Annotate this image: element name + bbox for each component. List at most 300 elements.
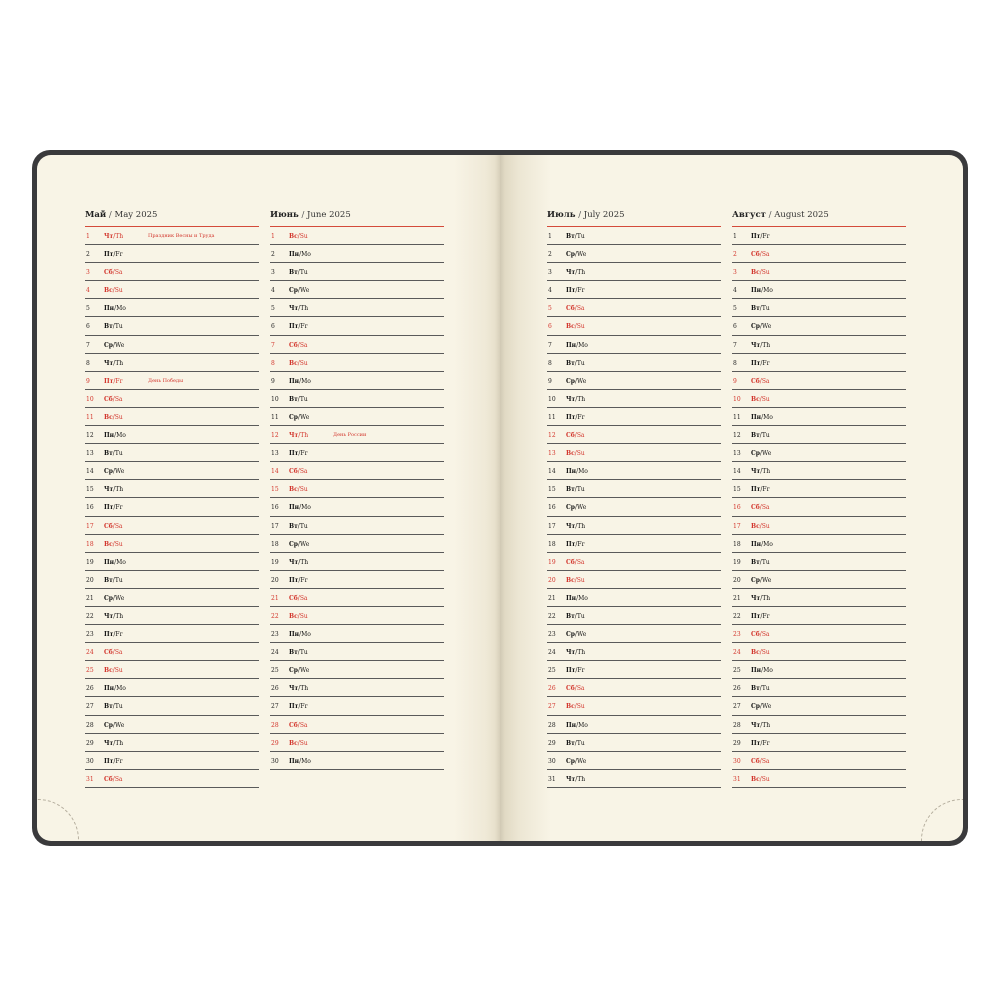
weekday-label	[566, 251, 586, 258]
day-number: 30	[271, 757, 279, 765]
planner-spread	[32, 150, 968, 846]
weekday-ru: Чт	[566, 522, 576, 530]
weekday-ru: Вс	[751, 395, 760, 403]
weekday-ru: Вс	[566, 703, 575, 711]
weekday-separator: /	[298, 323, 301, 331]
weekday-en: Fr	[300, 576, 308, 584]
weekday-label	[104, 758, 122, 765]
weekday-ru: Вт	[566, 739, 575, 747]
day-number: 15	[548, 486, 556, 494]
weekday-label	[289, 233, 308, 240]
month-header	[85, 210, 259, 227]
day-number: 1	[86, 233, 90, 240]
weekday-ru: Ср	[289, 540, 298, 548]
weekday-separator: /	[574, 558, 577, 566]
weekday-en: Tu	[761, 558, 770, 566]
day-row	[270, 390, 444, 408]
weekday-ru: Вс	[289, 612, 298, 620]
day-number: 5	[271, 305, 275, 313]
weekday-en: Tu	[299, 395, 308, 403]
day-list	[732, 227, 906, 788]
weekday-separator: /	[759, 522, 762, 530]
day-list	[270, 227, 444, 770]
weekday-en: We	[300, 287, 310, 295]
weekday-separator: /	[112, 341, 116, 349]
day-row	[270, 462, 444, 480]
day-number: 31	[548, 775, 556, 783]
weekday-separator: /	[574, 323, 577, 331]
weekday-label	[751, 432, 770, 439]
weekday-separator: /	[760, 468, 763, 476]
weekday-label	[104, 631, 122, 638]
day-number: 31	[733, 775, 741, 783]
day-row	[85, 716, 259, 734]
weekday-label	[566, 414, 584, 421]
weekday-separator: /	[759, 685, 762, 693]
weekday-label	[751, 251, 770, 258]
day-row	[270, 643, 444, 661]
day-row	[270, 625, 444, 643]
weekday-label	[566, 468, 588, 475]
day-number: 4	[733, 287, 737, 295]
day-number: 27	[271, 703, 279, 711]
day-number: 19	[548, 558, 556, 566]
weekday-ru: Пт	[751, 612, 761, 620]
day-number: 1	[733, 233, 737, 240]
weekday-label	[104, 486, 123, 493]
weekday-en: Tu	[576, 612, 585, 620]
weekday-separator: /	[113, 612, 116, 620]
weekday-label	[289, 378, 311, 385]
day-row	[732, 535, 906, 553]
weekday-label	[751, 323, 771, 330]
weekday-ru: Пн	[104, 558, 115, 566]
weekday-en: Su	[299, 612, 308, 620]
weekday-ru: Чт	[566, 775, 576, 783]
weekday-separator: /	[759, 775, 762, 783]
month-column-may	[85, 210, 259, 788]
weekday-label	[104, 541, 123, 548]
day-row	[732, 517, 906, 535]
weekday-separator: /	[574, 486, 577, 494]
day-number: 8	[86, 359, 90, 367]
weekday-ru: Ср	[289, 413, 298, 421]
weekday-ru: Вт	[104, 703, 113, 711]
day-row	[732, 336, 906, 354]
day-number: 12	[733, 432, 741, 440]
day-row	[270, 299, 444, 317]
day-number: 6	[548, 323, 552, 331]
weekday-label	[751, 649, 770, 656]
weekday-separator: /	[297, 667, 301, 675]
day-number: 22	[271, 612, 279, 620]
weekday-separator: /	[761, 413, 764, 421]
day-row	[547, 245, 721, 263]
day-row	[547, 517, 721, 535]
day-number: 20	[733, 576, 741, 584]
day-number: 16	[271, 504, 279, 512]
day-row	[732, 553, 906, 571]
weekday-ru: Пн	[289, 631, 300, 639]
day-number: 19	[86, 558, 94, 566]
weekday-label	[104, 703, 123, 710]
weekday-en: Mo	[763, 287, 773, 295]
weekday-separator: /	[297, 486, 300, 494]
weekday-en: Th	[762, 341, 771, 349]
day-number: 20	[548, 576, 556, 584]
weekday-ru: Вс	[104, 287, 113, 295]
weekday-label	[289, 613, 308, 620]
day-row	[270, 426, 444, 444]
weekday-label	[289, 323, 307, 330]
weekday-label	[566, 432, 585, 439]
weekday-label	[751, 740, 769, 747]
day-number: 26	[271, 685, 279, 693]
weekday-separator: /	[576, 341, 579, 349]
weekday-separator: /	[113, 739, 116, 747]
month-header	[732, 210, 906, 227]
day-row	[547, 281, 721, 299]
weekday-separator: /	[112, 721, 116, 729]
weekday-en: Sa	[761, 631, 770, 639]
weekday-separator: /	[574, 305, 577, 313]
weekday-label	[751, 486, 769, 493]
weekday-separator: /	[297, 649, 300, 657]
weekday-label	[751, 342, 770, 349]
day-number: 13	[86, 450, 94, 458]
day-number: 21	[86, 594, 94, 602]
day-list	[547, 227, 721, 788]
weekday-separator: /	[298, 558, 301, 566]
month-name-ru: Июль	[547, 210, 576, 220]
weekday-ru: Вт	[751, 685, 760, 693]
day-number: 26	[733, 685, 741, 693]
weekday-en: Su	[576, 576, 585, 584]
day-number: 27	[548, 703, 556, 711]
weekday-separator: /	[576, 721, 579, 729]
weekday-label	[289, 631, 311, 638]
weekday-separator: /	[297, 359, 300, 367]
day-row	[547, 498, 721, 516]
day-row	[547, 462, 721, 480]
weekday-label	[751, 703, 771, 710]
day-row	[547, 625, 721, 643]
day-row	[270, 589, 444, 607]
day-number: 14	[548, 468, 556, 476]
day-number: 7	[86, 341, 90, 349]
weekday-separator: /	[112, 649, 115, 657]
day-row	[732, 661, 906, 679]
weekday-label	[104, 414, 123, 421]
weekday-en: Th	[577, 269, 586, 277]
weekday-en: Fr	[115, 631, 123, 639]
weekday-separator: /	[574, 359, 577, 367]
weekday-en: Fr	[300, 323, 308, 331]
weekday-ru: Вт	[289, 395, 298, 403]
day-row	[732, 498, 906, 516]
weekday-label	[104, 577, 123, 584]
day-row	[270, 408, 444, 426]
day-number: 2	[733, 251, 737, 259]
day-row	[270, 553, 444, 571]
weekday-label	[566, 486, 585, 493]
weekday-ru: Пт	[751, 739, 761, 747]
weekday-separator: /	[575, 649, 578, 657]
weekday-en: We	[300, 667, 310, 675]
weekday-label	[289, 595, 308, 602]
day-number: 30	[86, 757, 94, 765]
day-row	[547, 589, 721, 607]
weekday-separator: /	[759, 251, 762, 259]
weekday-ru: Ср	[566, 504, 575, 512]
weekday-ru: Сб	[289, 594, 298, 602]
weekday-en: Su	[761, 775, 770, 783]
weekday-en: We	[577, 757, 587, 765]
weekday-ru: Сб	[566, 685, 575, 693]
weekday-separator: /	[760, 721, 763, 729]
weekday-separator: /	[574, 757, 578, 765]
weekday-ru: Пт	[104, 504, 114, 512]
weekday-label	[104, 360, 123, 367]
weekday-en: Th	[115, 612, 124, 620]
month-separator: /	[106, 210, 115, 220]
weekday-en: Fr	[300, 703, 308, 711]
day-number: 17	[733, 522, 741, 530]
day-row	[270, 444, 444, 462]
weekday-en: Th	[115, 359, 124, 367]
weekday-label	[289, 305, 308, 312]
weekday-en: We	[115, 594, 125, 602]
weekday-separator: /	[112, 703, 115, 711]
day-number: 1	[271, 233, 275, 240]
day-row	[732, 317, 906, 335]
day-number: 26	[548, 685, 556, 693]
day-row	[270, 227, 444, 245]
day-row	[270, 263, 444, 281]
weekday-label	[566, 360, 585, 367]
day-row	[270, 752, 444, 770]
day-row	[270, 571, 444, 589]
weekday-label	[289, 703, 307, 710]
weekday-label	[104, 396, 123, 403]
weekday-label	[289, 396, 308, 403]
month-name-en: May 2025	[114, 210, 158, 220]
weekday-label	[566, 233, 585, 240]
weekday-ru: Чт	[104, 233, 114, 240]
day-number: 17	[271, 522, 279, 530]
day-row	[732, 390, 906, 408]
day-row	[547, 770, 721, 788]
weekday-ru: Сб	[104, 395, 113, 403]
weekday-ru: Ср	[751, 703, 760, 711]
day-number: 4	[271, 287, 275, 295]
day-number: 18	[86, 540, 94, 548]
weekday-separator: /	[759, 305, 762, 313]
day-number: 20	[271, 576, 279, 584]
weekday-label	[751, 595, 770, 602]
weekday-ru: Чт	[289, 432, 299, 440]
weekday-en: Fr	[762, 612, 770, 620]
day-row	[732, 770, 906, 788]
weekday-label	[566, 504, 586, 511]
weekday-separator: /	[297, 468, 300, 476]
weekday-label	[566, 523, 585, 530]
weekday-ru: Пт	[566, 287, 576, 295]
weekday-separator: /	[112, 594, 116, 602]
weekday-separator: /	[299, 757, 302, 765]
day-row	[547, 426, 721, 444]
weekday-en: We	[762, 323, 772, 331]
day-number: 27	[86, 703, 94, 711]
day-row	[270, 354, 444, 372]
weekday-en: Sa	[761, 504, 770, 512]
day-row	[85, 444, 259, 462]
weekday-ru: Пн	[566, 594, 577, 602]
weekday-separator: /	[759, 395, 762, 403]
weekday-separator: /	[574, 631, 578, 639]
weekday-ru: Ср	[566, 251, 575, 259]
weekday-ru: Вс	[104, 540, 113, 548]
weekday-separator: /	[112, 269, 115, 277]
weekday-label	[751, 613, 769, 620]
weekday-en: Su	[299, 233, 308, 240]
weekday-en: Mo	[116, 432, 126, 440]
day-number: 7	[548, 341, 552, 349]
weekday-en: Th	[577, 649, 586, 657]
weekday-label	[289, 342, 308, 349]
day-row	[732, 697, 906, 715]
weekday-ru: Вс	[566, 450, 575, 458]
weekday-en: Fr	[762, 486, 770, 494]
weekday-label	[104, 595, 124, 602]
weekday-separator: /	[576, 594, 579, 602]
weekday-label	[289, 722, 308, 729]
weekday-ru: Вс	[104, 667, 113, 675]
weekday-en: Tu	[114, 323, 123, 331]
weekday-separator: /	[299, 504, 302, 512]
day-number: 29	[86, 739, 94, 747]
day-row	[547, 679, 721, 697]
corner-pocket-right	[921, 799, 963, 841]
weekday-en: Sa	[114, 522, 123, 530]
weekday-en: Fr	[577, 413, 585, 421]
weekday-separator: /	[112, 413, 115, 421]
weekday-en: Fr	[115, 251, 123, 259]
weekday-en: Sa	[114, 269, 123, 277]
day-number: 5	[86, 305, 90, 313]
day-number: 11	[733, 413, 741, 421]
day-number: 1	[548, 233, 552, 240]
weekday-separator: /	[759, 504, 762, 512]
day-row	[547, 408, 721, 426]
day-number: 12	[548, 432, 556, 440]
weekday-ru: Чт	[751, 594, 761, 602]
day-number: 11	[86, 413, 94, 421]
weekday-ru: Ср	[751, 323, 760, 331]
weekday-label	[751, 360, 769, 367]
day-row	[85, 553, 259, 571]
day-number: 8	[271, 359, 275, 367]
weekday-ru: Пн	[751, 667, 762, 675]
weekday-separator: /	[297, 612, 300, 620]
weekday-en: Tu	[761, 305, 770, 313]
weekday-en: Fr	[577, 540, 585, 548]
day-number: 16	[733, 504, 741, 512]
weekday-en: Su	[761, 649, 770, 657]
weekday-separator: /	[112, 323, 115, 331]
day-row	[85, 697, 259, 715]
day-number: 16	[86, 504, 94, 512]
weekday-en: Th	[300, 305, 309, 313]
weekday-separator: /	[574, 251, 578, 259]
day-row	[270, 480, 444, 498]
weekday-separator: /	[760, 739, 763, 747]
weekday-en: Mo	[116, 685, 126, 693]
day-number: 10	[271, 395, 279, 403]
weekday-label	[751, 631, 770, 638]
weekday-en: Fr	[115, 757, 123, 765]
day-number: 2	[548, 251, 552, 259]
weekday-separator: /	[113, 233, 116, 240]
day-number: 25	[548, 667, 556, 675]
day-number: 4	[548, 287, 552, 295]
day-number: 27	[733, 703, 741, 711]
weekday-label	[566, 740, 585, 747]
weekday-en: Mo	[301, 631, 311, 639]
weekday-en: Th	[300, 558, 309, 566]
weekday-label	[566, 631, 586, 638]
weekday-label	[289, 559, 308, 566]
weekday-ru: Вт	[289, 269, 298, 277]
day-number: 17	[548, 522, 556, 530]
weekday-separator: /	[112, 576, 115, 584]
day-number: 16	[548, 504, 556, 512]
weekday-ru: Чт	[104, 359, 114, 367]
weekday-separator: /	[112, 540, 115, 548]
day-row	[85, 372, 259, 390]
day-row	[85, 679, 259, 697]
day-row	[547, 480, 721, 498]
weekday-separator: /	[575, 775, 578, 783]
day-row	[732, 299, 906, 317]
weekday-en: Th	[577, 395, 586, 403]
weekday-ru: Сб	[566, 558, 575, 566]
weekday-label	[289, 468, 308, 475]
weekday-en: Su	[761, 269, 770, 277]
weekday-ru: Сб	[104, 269, 113, 277]
weekday-en: Sa	[299, 341, 308, 349]
day-row	[270, 317, 444, 335]
day-row	[85, 426, 259, 444]
day-row	[270, 697, 444, 715]
day-number: 15	[733, 486, 741, 494]
weekday-en: Sa	[576, 432, 585, 440]
weekday-label	[104, 559, 126, 566]
weekday-en: Th	[300, 432, 309, 440]
day-row	[732, 462, 906, 480]
weekday-ru: Вс	[751, 775, 760, 783]
weekday-ru: Вт	[566, 233, 575, 240]
day-number: 29	[271, 739, 279, 747]
spine-shadow	[495, 155, 505, 841]
weekday-separator: /	[759, 576, 763, 584]
day-row	[547, 227, 721, 245]
day-row	[270, 679, 444, 697]
weekday-separator: /	[759, 558, 762, 566]
weekday-en: Th	[762, 468, 771, 476]
weekday-ru: Пн	[289, 377, 300, 385]
weekday-en: Fr	[577, 667, 585, 675]
